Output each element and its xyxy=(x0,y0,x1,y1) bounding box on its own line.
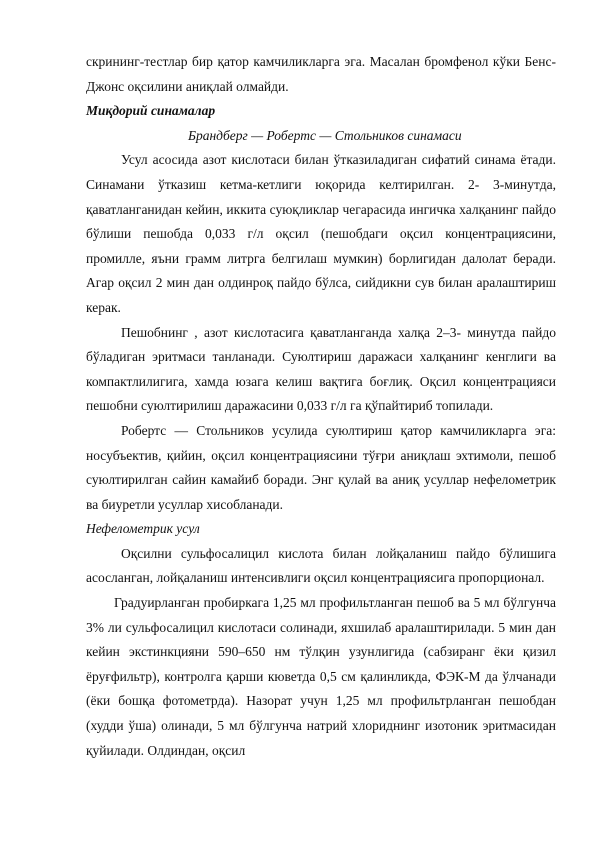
paragraph-nephelometric-basis: Оқсилни сульфосалицил кислота билан лойқаланиш пайдо бўлишига асосланган, лойқаланиш интенсивлиги оқсил концентрациясига пропорционал. xyxy=(86,545,556,586)
paragraph-drawbacks: Робертс — Стольников усулида суюлтириш қатор камчиликларга эга: носубъектив, қийин, оқсил концентрациясини тўғри аниқлаш эхтимоли, пешоб суюлтирилган сайин камайиб боради. Энг қулай ва аниқ усуллар нефелометрик ва биуретли усуллар хисобланади. xyxy=(86,422,556,512)
paragraph-dilution: Пешобнинг , азот кислотасига қаватланганда халқа 2–3- минутда пайдо бўладиган эритмаси танланади. Суюлтириш даражаси халқанинг кенглиги ва компактлилигига, хамда юзага келиш вақтига боғлиқ. Оқсил концентрацияси пешобни суюлтирилиш даражасини 0,033 г/л га қўпайтириб топилади. xyxy=(86,324,556,414)
paragraph-method-basis: Усул асосида азот кислотаси билан ўтказиладиган сифатий синама ётади. Синамани ўтказиш кетма-кетлиги юқорида келтирилган. 2- 3-минутда, қаватланганидан кейин, иккита суюқликлар чегарасида ингичка халқанинг пайдо бўлиши пешобда 0,033 г/л оқсил (пешобдаги оқсил концентрациясини, промилле, яъни грамм литрга белгилаш мумкин) борлигидан далолат беради. Агар оқсил 2 мин дан олдинроқ пайдо бўлса, сийдикни сув билан аралаштириш керак. xyxy=(86,152,556,315)
section-heading-nephelometric: Нефелометрик усул xyxy=(86,521,200,537)
subsection-heading-brandberg: Брандберг — Робертс — Стольников синамаси xyxy=(188,127,462,143)
intro-paragraph: скрининг-тестлар бир қатор камчиликларга эга. Масалан бромфенол кўки Бенс-Джонс оқсилини аниқлай олмайди. xyxy=(86,54,556,94)
paragraph-procedure: Градуирланган пробиркага 1,25 мл профильтланган пешоб ва 5 мл бўлгунча 3% ли сульфосалицил кислотаси солинади, яхшилаб аралаштирилади. 5 мин дан кейин экстинкцияни 590–650 нм тўлқин узунлигида (сабзиранг ёки қизил ёруғфильтр), контролга қарши кюветда 0,5 см қалинликда, ФЭК-М да ўлчанади (ёки бошқа фотометрда). Назорат учун 1,25 мл профильтрланган пешобдан (худди ўша) олинади, 5 мл бўлгунча натрий хлориднинг изотоник эритмасидан қуйилади. Олдиндан, оқсил xyxy=(86,595,556,758)
document-page xyxy=(86,50,556,763)
section-heading-quantitative: Миқдорий синамалар xyxy=(86,103,216,119)
